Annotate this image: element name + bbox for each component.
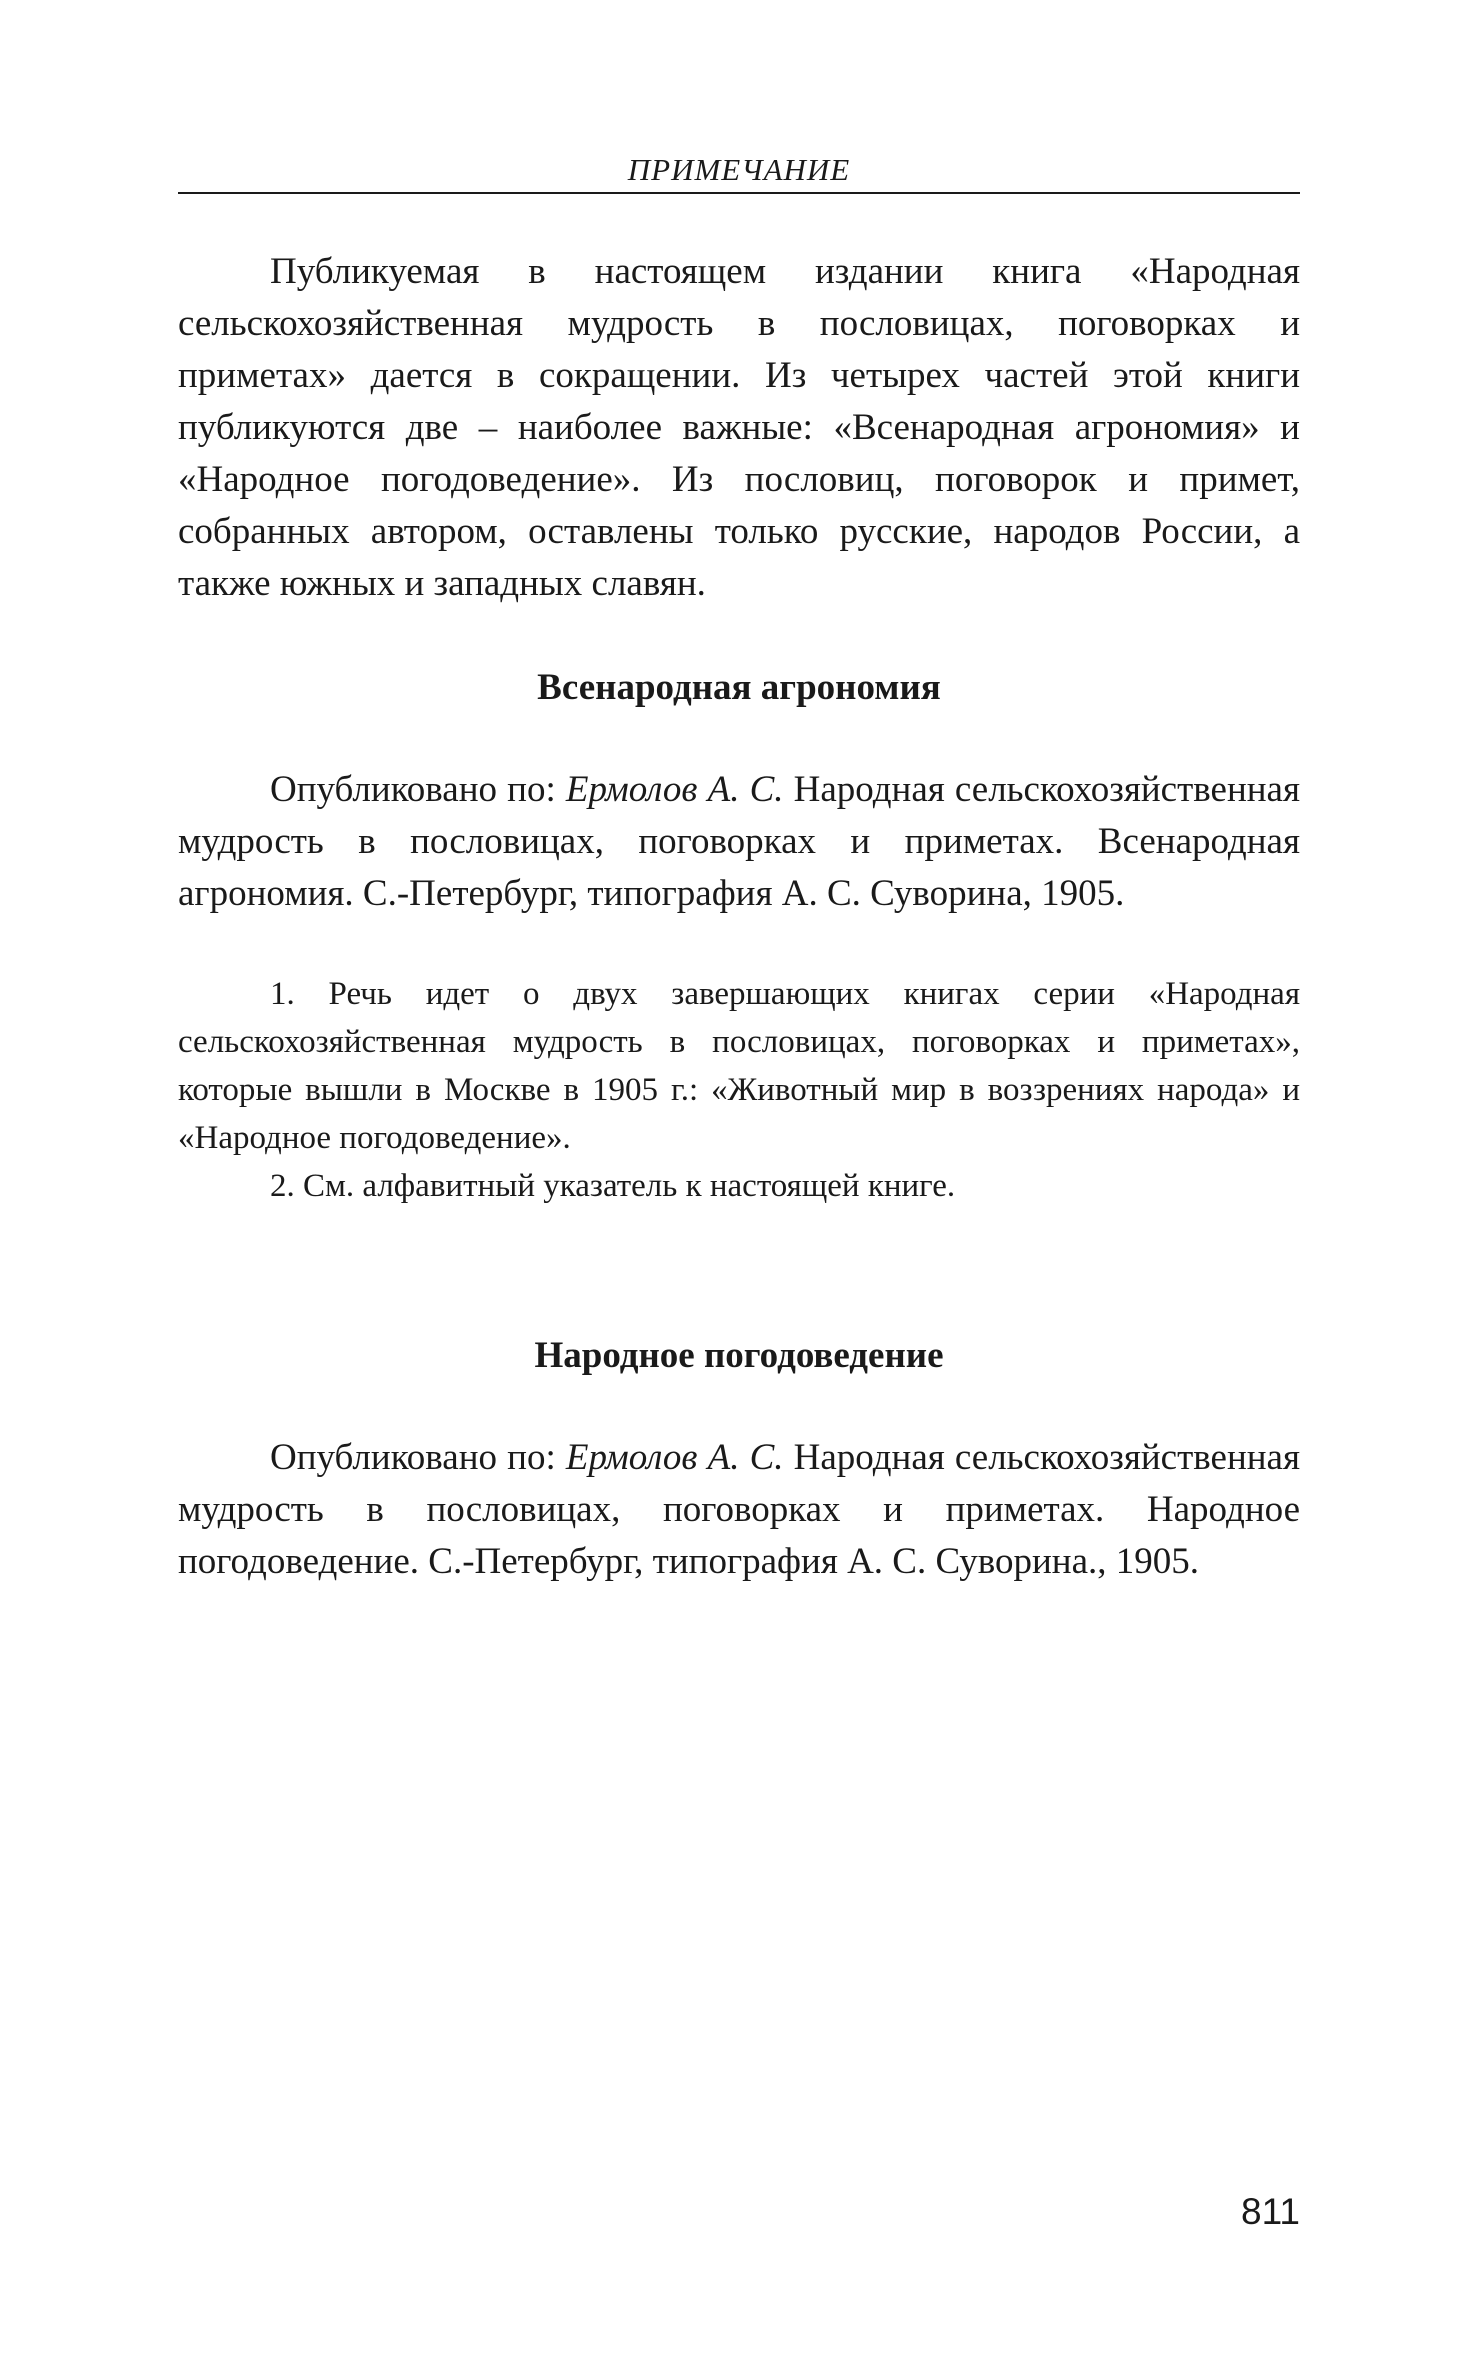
page-number: 811 xyxy=(1241,2191,1300,2232)
source-prefix: Опубликовано по: xyxy=(270,769,566,810)
source-author: Ермолов А. С. xyxy=(565,1437,784,1478)
note-item-2: 2. См. алфавитный указатель к настоящей книге. xyxy=(270,1168,956,1204)
intro-paragraph: Публикуемая в настоящем издании книга «Народная сельскохозяйственная мудрость в пословицах, поговорках и приметах» дается в сокращении. Из четырех частей этой книги публикуются две – наиболее важные: «Всенародная агрономия» и «Народное погодоведение». Из пословиц, поговорок и примет, собранных автором, оставлены только русские, народов России, а также южных и западных славян. xyxy=(178,251,1300,604)
notes-list xyxy=(178,970,1300,1210)
source-prefix: Опубликовано по: xyxy=(270,1437,566,1478)
section-heading-weather: Народное погодоведение xyxy=(534,1335,944,1376)
publication-source-weather xyxy=(178,1432,1300,1588)
header-rule xyxy=(178,192,1300,194)
source-author: Ермолов А. С. xyxy=(565,769,784,810)
publication-source-agronomy xyxy=(178,764,1300,920)
source-details: Народная сельскохозяйственная мудрость в пословицах, поговорках и приметах. Всенародная агрономия. С.-Петербург, типография А. С. Суворина, 1905. xyxy=(178,769,1300,914)
page-body xyxy=(178,150,1300,1588)
section-heading-agronomy: Всенародная агрономия xyxy=(537,667,941,708)
running-head: ПРИМЕЧАНИЕ xyxy=(627,152,851,187)
source-details: Народная сельскохозяйственная мудрость в пословицах, поговорках и приметах. Народное погодоведение. С.-Петербург, типография А. С. Суворина., 1905. xyxy=(178,1437,1300,1582)
note-item-1: 1. Речь идет о двух завершающих книгах серии «Народная сельскохозяйственная мудрость в пословицах, поговорках и приметах», которые вышли в Москве в 1905 г.: «Животный мир в воззрениях народа» и «Народное погодоведение». xyxy=(178,976,1300,1156)
